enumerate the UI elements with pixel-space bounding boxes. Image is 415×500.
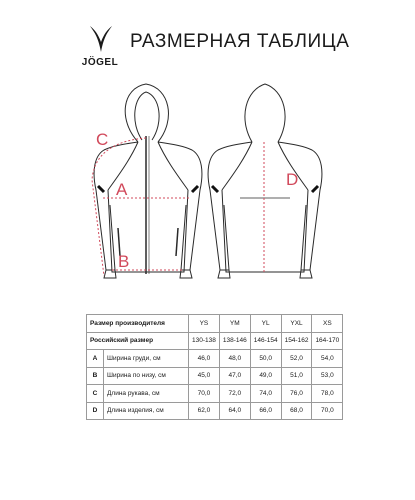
value-cell: 51,0 (281, 367, 312, 385)
page-title: РАЗМЕРНАЯ ТАБЛИЦА (130, 31, 350, 52)
size-header-cell: XS (312, 315, 343, 333)
value-cell: 53,0 (312, 367, 343, 385)
value-cell: 45,0 (189, 367, 220, 385)
ru-size-cell: 154-162 (281, 332, 312, 350)
table-row (87, 367, 343, 385)
size-header-cell: YS (189, 315, 220, 333)
ru-size-cell: 164-170 (312, 332, 343, 350)
value-cell: 70,0 (189, 385, 220, 403)
value-cell: 70,0 (312, 402, 343, 420)
value-cell: 48,0 (219, 350, 250, 368)
value-cell: 62,0 (189, 402, 220, 420)
table-header-label: Размер производителя (87, 315, 189, 333)
row-letter: A (87, 350, 104, 368)
jacket-front-outline (94, 84, 202, 278)
brand-name: JÖGEL (81, 57, 119, 68)
label-b: B (118, 252, 130, 271)
label-c: C (96, 130, 109, 149)
ru-size-cell: 138-146 (219, 332, 250, 350)
row-letter: D (87, 402, 104, 420)
table-row (87, 402, 343, 420)
value-cell: 72,0 (219, 385, 250, 403)
size-header-cell: YXL (281, 315, 312, 333)
value-cell: 54,0 (312, 350, 343, 368)
value-cell: 76,0 (281, 385, 312, 403)
ru-size-cell: 130-138 (189, 332, 220, 350)
size-header-cell: YL (250, 315, 281, 333)
table-row-ru (87, 332, 343, 350)
ru-size-label: Российский размер (87, 332, 189, 350)
value-cell: 66,0 (250, 402, 281, 420)
row-name: Длина изделия, см (104, 402, 189, 420)
label-d: D (286, 170, 299, 189)
row-letter: B (87, 367, 104, 385)
row-letter: C (87, 385, 104, 403)
jacket-diagram (0, 80, 415, 300)
table-header-row (87, 315, 343, 333)
value-cell: 52,0 (281, 350, 312, 368)
table-row (87, 350, 343, 368)
value-cell: 50,0 (250, 350, 281, 368)
value-cell: 46,0 (189, 350, 220, 368)
row-name: Ширина груди, см (104, 350, 189, 368)
brand-logo-icon (88, 24, 114, 54)
value-cell: 68,0 (281, 402, 312, 420)
value-cell: 49,0 (250, 367, 281, 385)
jacket-back-outline (208, 84, 322, 278)
value-cell: 74,0 (250, 385, 281, 403)
label-a: A (116, 180, 128, 199)
row-name: Длина рукава, см (104, 385, 189, 403)
brand-logo (78, 24, 138, 74)
table-row (87, 385, 343, 403)
value-cell: 64,0 (219, 402, 250, 420)
jacket-drawing (0, 80, 415, 300)
size-table (86, 314, 343, 420)
value-cell: 47,0 (219, 367, 250, 385)
ru-size-cell: 146-154 (250, 332, 281, 350)
row-name: Ширина по низу, см (104, 367, 189, 385)
value-cell: 78,0 (312, 385, 343, 403)
size-header-cell: YM (219, 315, 250, 333)
